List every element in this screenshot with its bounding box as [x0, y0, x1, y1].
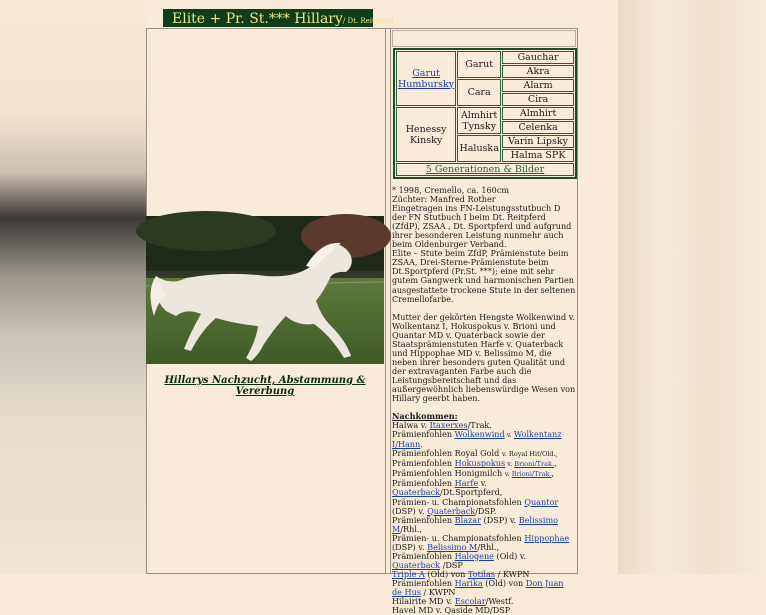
offspring-line: Prämien- u. Championatsfohlen Hippophae (DSP) v. Belissimo M/Rhl.,	[392, 532, 570, 552]
pedigree-sire[interactable]	[396, 51, 456, 106]
offspring-link-itaxerxes[interactable]: Itaxerxes	[429, 420, 468, 431]
horse-photo	[146, 216, 384, 364]
pedigree-g3-7: Varin Lipsky	[502, 135, 574, 148]
background-left	[0, 0, 146, 574]
offspring-link-triple-a[interactable]: Triple A	[392, 568, 425, 579]
offspring-line: Prämienfohlen Wolkenwind v. Wolkentanz I/Hann.	[392, 429, 562, 450]
offspring-line: Prämienfohlen Royal Gold v. Royal Hit/Old.,	[392, 448, 558, 459]
pedigree-g3-4: Cira	[502, 93, 574, 106]
offspring-link-brioni[interactable]: Brioni/Trak.	[514, 460, 554, 469]
background-right	[618, 0, 766, 574]
birth-info: * 1998, Cremello, ca. 160cm	[392, 185, 510, 195]
offspring-link-belissimo-2[interactable]: Belissimo M	[427, 541, 478, 552]
page-title: Elite + Pr. St.*** Hillary	[172, 11, 343, 27]
offspring-link-quaterback-3[interactable]: Quaterback	[392, 559, 441, 570]
description-text	[392, 186, 576, 615]
offspring-link-quantor[interactable]: Quantor	[524, 496, 559, 507]
empty-header-cell	[392, 30, 576, 47]
pedigree-dam: Henessy Kinsky	[396, 107, 456, 162]
pedigree-g3-3: Alarm	[502, 79, 574, 92]
offspring-link-wolkenwind[interactable]: Wolkenwind	[454, 429, 505, 440]
pedigree-table	[393, 48, 577, 179]
offspring-line: Prämienfohlen Honigmilch v. Brioni/Trak.,	[392, 468, 555, 479]
generations-link[interactable]: 5 Generationen & Bilder	[425, 164, 545, 175]
offspring-line: Prämienfohlen Harika (Old) von Don Juan de Hus / KWPN	[392, 577, 564, 597]
offspring-link-belissimo[interactable]: Belissimo M	[392, 514, 559, 534]
pedigree-g3-2: Akra	[502, 65, 574, 78]
offspring-link[interactable]: Hillarys Nachzucht, Abstammung & Vererbung	[164, 375, 366, 397]
offspring-link-blazar[interactable]: Blazar	[454, 514, 481, 525]
offspring-link-don-juan[interactable]: Don Juan de Hus	[392, 577, 564, 597]
offspring-link-harfe[interactable]: Harfe	[454, 478, 479, 489]
pedigree-sire-sire: Garut	[457, 51, 501, 78]
offspring-link-wolkentanz[interactable]: Wolkentanz I/Hann	[392, 429, 562, 450]
offspring-link-escolar[interactable]: Escolar	[454, 596, 486, 607]
offspring-line: Havel MD v. Qaside MD/DSP	[392, 605, 511, 615]
offspring-line: Prämienfohlen Hokuspokus v. Brioni/Trak.,	[392, 458, 557, 469]
offspring-line: Halwa v. Itaxerxes/Trak.	[392, 420, 492, 431]
offspring-line: Prämien- u. Championatsfohlen Quantor (DSP) v. Quaterback/DSP.	[392, 496, 559, 516]
offspring-link-totilas[interactable]: Totilas	[467, 568, 496, 579]
offspring-line: Prämienfohlen Halogene (Old) v. Quaterback /DSP	[392, 550, 527, 570]
elite-text: Elite – Stute beim ZfdP, Prämienstute beim ZSAA, Drei-Sterne-Prämienstute beim Dt.Sportpferd (Pr.St. ***); eine mit sehr gutem Gangwerk und harmonischen Partien ausgestattete trockene Stute in der seltenen Cremellofarbe.	[392, 248, 576, 304]
offspring-link-harika[interactable]: Harika	[454, 577, 483, 588]
sire-link[interactable]: Garut Humbursky	[398, 67, 455, 90]
breeder: Züchter: Manfred Rother	[392, 194, 496, 205]
pedigree-footer[interactable]	[396, 163, 574, 176]
offspring-line: Prämienfohlen Blazar (DSP) v. Belissimo M/Rhl.,	[392, 514, 559, 534]
offspring-line: Triple A (Old) von Totilas / KWPN	[392, 568, 530, 579]
pedigree-g3-8: Halma SPK	[502, 149, 574, 162]
offspring-link-quaterback-2[interactable]: Quaterback	[427, 505, 476, 516]
offspring-line: Hilairite MD v. Escolar/Westf.	[392, 596, 514, 607]
offspring-link-hokuspokus[interactable]: Hokuspokus	[454, 458, 506, 469]
page-title-banner	[163, 9, 394, 27]
pedigree-dam-dam: Haluska	[457, 135, 501, 162]
offspring-link-brioni-2[interactable]: Brioni/Trak.	[511, 470, 552, 479]
pedigree-g3-1: Gauchar	[502, 51, 574, 64]
page-subtitle: / Dt. Reitpferd	[342, 17, 394, 25]
pedigree-sire-dam: Cara	[457, 79, 501, 106]
registration-text: Eingetragen ins FN-Leistungsstutbuch D der FN Stutbuch I beim Dt. Reitpferd (ZfdP), ZSAA , Dt. Sportpferd und aufgrund ihrer besonderen Leistung nunmehr auch beim Oldenburger Verband.	[392, 203, 572, 250]
mother-text: Mutter der gekörten Hengste Wolkenwind v. Wolkentanz I, Hokuspokus v. Brioni und Quantar MD v. Quaterback sowie der Staatsprämienstuten Harfe v. Quaterback und Hippophae MD v. Belissimo M, die neben ihrer besonders guten Qualität und der extravaganten Farbe auch die Leistungsbereitschaft und das außergewöhnlich liebenswürdige Wesen von Hillary geerbt haben.	[392, 311, 576, 404]
pedigree-dam-sire: Almhirt Tynsky	[457, 107, 501, 134]
offspring-link-quaterback[interactable]: Quaterback	[392, 487, 441, 498]
pedigree-g3-6: Celenka	[502, 121, 574, 134]
offspring-link-halogene[interactable]: Halogene	[454, 550, 494, 561]
background-strip	[578, 0, 618, 574]
pedigree-g3-5: Almhirt	[502, 107, 574, 120]
offspring-heading: Nachkommen:	[392, 411, 458, 422]
offspring-link-hippophae[interactable]: Hippophae	[524, 532, 570, 543]
offspring-line: Prämienfohlen Harfe v. Quaterback/Dt.Sportpferd,	[392, 478, 503, 498]
